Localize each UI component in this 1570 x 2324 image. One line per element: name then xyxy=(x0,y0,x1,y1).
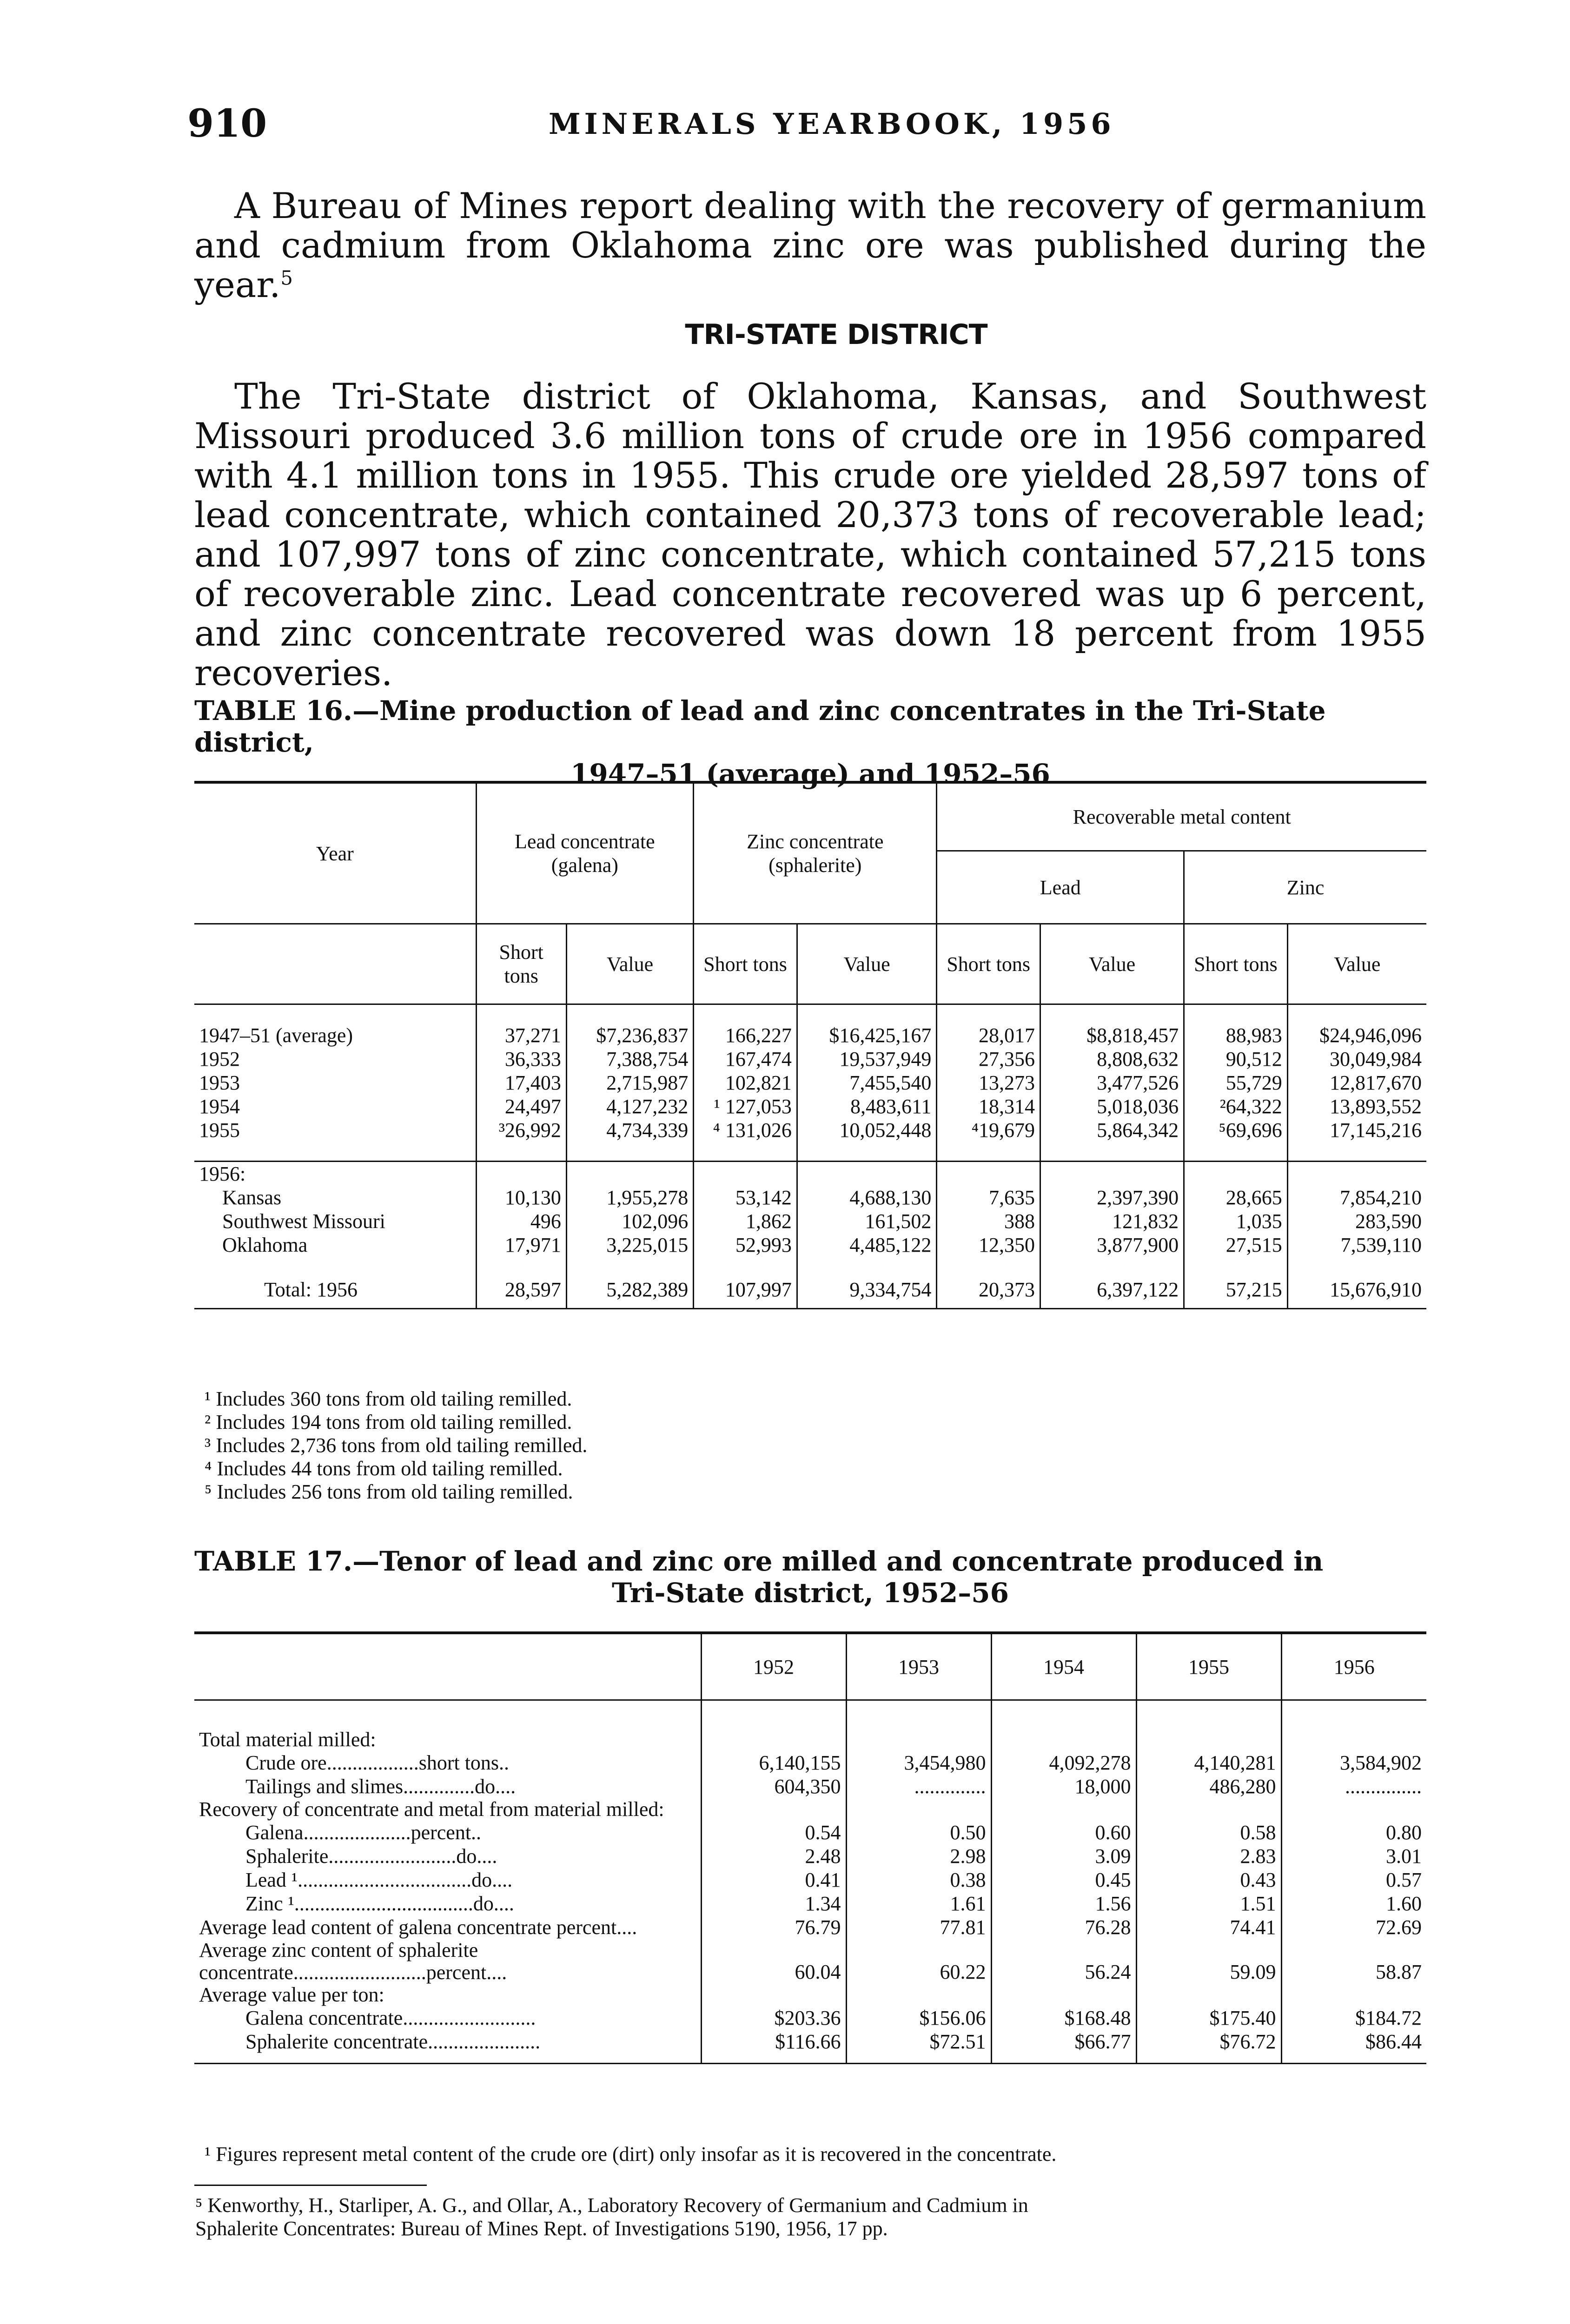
page-number: 910 xyxy=(187,101,267,146)
value-cell: $116.66 xyxy=(701,2030,846,2053)
year-header: 1953 xyxy=(846,1633,991,1700)
value-cell xyxy=(701,1798,846,1821)
rec-lead-tons-cell: ⁴19,679 xyxy=(937,1118,1040,1142)
zinc-value-cell: 9,334,754 xyxy=(797,1271,937,1309)
rec-lead-tons-cell: 388 xyxy=(937,1209,1040,1233)
table-row xyxy=(194,1023,1426,1047)
table17-caption-line1: TABLE 17.—Tenor of lead and zinc ore milled and concentrate produced in xyxy=(194,1545,1324,1577)
row-label: Zinc ¹...................................do.... xyxy=(194,1892,701,1915)
row-label: Sphalerite.........................do.... xyxy=(194,1844,701,1868)
zinc-tons-cell: 1,862 xyxy=(694,1209,797,1233)
table-row xyxy=(194,1984,1426,2006)
table-row xyxy=(194,1751,1426,1775)
lead-tons-cell: 24,497 xyxy=(476,1095,566,1118)
table-row xyxy=(194,1821,1426,1844)
value-cell: 4,092,278 xyxy=(991,1751,1136,1775)
row-label: Total material milled: xyxy=(194,1729,701,1751)
table16-caption xyxy=(194,695,1426,790)
value-cell: 4,140,281 xyxy=(1136,1751,1281,1775)
lead-tons-cell: 496 xyxy=(476,1209,566,1233)
zinc-value-cell: $16,425,167 xyxy=(797,1023,937,1047)
value-cell: 0.50 xyxy=(846,1821,991,1844)
zinc-value-cell: 4,485,122 xyxy=(797,1233,937,1257)
value-cell: 3.09 xyxy=(991,1844,1136,1868)
value-cell xyxy=(991,1798,1136,1821)
lead-conc-header: Lead concentrate (galena) xyxy=(476,782,694,924)
value-cell: 604,350 xyxy=(701,1775,846,1798)
value-cell: $156.06 xyxy=(846,2006,991,2030)
page-footnote xyxy=(195,2194,1427,2240)
value-cell: 60.04 xyxy=(701,1939,846,1984)
lead-value-cell: 7,388,754 xyxy=(566,1047,693,1071)
value-cell: 0.45 xyxy=(991,1868,1136,1892)
recoverable-header: Recoverable metal content xyxy=(937,782,1426,851)
lead-short-tons-header: Short tons xyxy=(476,924,566,1004)
table-row xyxy=(194,1209,1426,1233)
zinc-tons-cell: ⁴ 131,026 xyxy=(694,1118,797,1142)
year-header: Year xyxy=(194,782,476,924)
zinc-value-header: Value xyxy=(797,924,937,1004)
lead-tons-cell: 10,130 xyxy=(476,1186,566,1209)
rec-zinc-value-cell: 13,893,552 xyxy=(1330,1095,1422,1118)
page-footnote-line1: Kenworthy, H., Starliper, A. G., and Ollar, A., Laboratory Recovery of Germanium and Cadmium in xyxy=(207,2194,1028,2217)
value-cell: 3.01 xyxy=(1386,1845,1422,1868)
value-cell xyxy=(991,1729,1136,1751)
year-header: 1955 xyxy=(1136,1633,1281,1700)
value-cell: 58.87 xyxy=(1376,1961,1422,1983)
value-cell: 77.81 xyxy=(846,1915,991,1939)
intro-paragraph xyxy=(194,186,1426,304)
value-cell: 1.61 xyxy=(846,1892,991,1915)
value-cell: 1.34 xyxy=(701,1892,846,1915)
year-1956-label: 1956: xyxy=(194,1162,476,1186)
year-cell: 1952 xyxy=(194,1047,476,1071)
rec-lead-value-cell: 3,477,526 xyxy=(1040,1071,1184,1095)
value-cell xyxy=(1281,1729,1426,1751)
table-row xyxy=(194,1186,1426,1209)
lead-value-header: Value xyxy=(566,924,693,1004)
row-label: Sphalerite concentrate...................... xyxy=(194,2030,701,2053)
value-cell: $203.36 xyxy=(701,2006,846,2030)
rec-lead-tons-cell: 28,017 xyxy=(937,1023,1040,1047)
value-cell: $86.44 xyxy=(1365,2030,1422,2053)
value-cell xyxy=(1281,1798,1426,1821)
zinc-tons-cell: ¹ 127,053 xyxy=(694,1095,797,1118)
value-cell xyxy=(1136,1984,1281,2006)
value-cell: 0.54 xyxy=(701,1821,846,1844)
table16-caption-line1: TABLE 16.—Mine production of lead and zinc concentrates in the Tri-State district, xyxy=(194,695,1326,758)
value-cell: 3,454,980 xyxy=(846,1751,991,1775)
value-cell: 72.69 xyxy=(1376,1916,1422,1939)
rec-zinc-tons-cell: 27,515 xyxy=(1184,1233,1288,1257)
footnote-rule xyxy=(194,2185,427,2186)
rec-lead-value-cell: 6,397,122 xyxy=(1040,1271,1184,1309)
lead-value-cell: $7,236,837 xyxy=(566,1023,693,1047)
year-cell: 1954 xyxy=(194,1095,476,1118)
value-cell: 1.60 xyxy=(1386,1892,1422,1915)
value-cell xyxy=(846,1729,991,1751)
table16-footnote: ⁵ Includes 256 tons from old tailing remilled. xyxy=(205,1480,573,1503)
zinc-value-cell: 161,502 xyxy=(797,1209,937,1233)
table-row xyxy=(194,1868,1426,1892)
table17-body xyxy=(194,1729,1426,2053)
value-cell: $72.51 xyxy=(846,2030,991,2053)
table-row xyxy=(194,1095,1426,1118)
rec-zinc-value-cell: 15,676,910 xyxy=(1330,1278,1422,1301)
rec-lead-tons-cell: 7,635 xyxy=(937,1186,1040,1209)
year-header: 1956 xyxy=(1333,1655,1375,1678)
lead-value-cell: 1,955,278 xyxy=(566,1186,693,1209)
table-row xyxy=(194,1118,1426,1142)
year-header: 1952 xyxy=(701,1633,846,1700)
rec-zinc-value-header: Value xyxy=(1334,952,1381,976)
value-cell: 6,140,155 xyxy=(701,1751,846,1775)
label-header xyxy=(194,1633,701,1700)
table16 xyxy=(194,781,1426,1309)
lead-header: Lead xyxy=(937,851,1184,924)
row-label: Galena concentrate.......................... xyxy=(194,2006,701,2030)
zinc-tons-cell: 102,821 xyxy=(694,1071,797,1095)
value-cell xyxy=(1136,1798,1281,1821)
rec-lead-value-cell: 121,832 xyxy=(1040,1209,1184,1233)
rec-zinc-value-cell: $24,946,096 xyxy=(1319,1024,1422,1047)
value-cell: 1.56 xyxy=(991,1892,1136,1915)
rec-zinc-tons-cell: 1,035 xyxy=(1184,1209,1288,1233)
table17-caption-line2: Tri-State district, 1952–56 xyxy=(612,1577,1009,1609)
table16-footnote: ¹ Includes 360 tons from old tailing remilled. xyxy=(205,1387,572,1410)
value-cell: 0.43 xyxy=(1136,1868,1281,1892)
lead-tons-cell: 36,333 xyxy=(476,1047,566,1071)
value-cell: 2.83 xyxy=(1136,1844,1281,1868)
table17-footnote: ¹ Figures represent metal content of the crude ore (dirt) only insofar as it is recovered in the concentrate. xyxy=(205,2143,1057,2166)
value-cell: 486,280 xyxy=(1136,1775,1281,1798)
zinc-value-cell: 4,688,130 xyxy=(797,1186,937,1209)
rec-lead-tons-cell: 13,273 xyxy=(937,1071,1040,1095)
value-cell: 0.58 xyxy=(1136,1821,1281,1844)
value-cell xyxy=(991,1984,1136,2006)
zinc-short-tons-header: Short tons xyxy=(694,924,797,1004)
table-row xyxy=(194,1775,1426,1798)
rec-lead-value-cell: 8,808,632 xyxy=(1040,1047,1184,1071)
table-row xyxy=(194,1729,1426,1751)
rec-zinc-tons-cell: 88,983 xyxy=(1184,1023,1288,1047)
lead-tons-cell: 17,971 xyxy=(476,1233,566,1257)
row-label: Average zinc content of sphalerite concentrate..........................percent.... xyxy=(194,1939,701,1984)
row-label: Crude ore..................short tons.. xyxy=(194,1751,701,1775)
rec-zinc-tons-cell: 90,512 xyxy=(1184,1047,1288,1071)
rec-zinc-tons-cell: 28,665 xyxy=(1184,1186,1288,1209)
rec-lead-tons-cell: 20,373 xyxy=(937,1271,1040,1309)
rec-lead-value-cell: 2,397,390 xyxy=(1040,1186,1184,1209)
year-header: 1954 xyxy=(991,1633,1136,1700)
row-label: Average lead content of galena concentrate percent.... xyxy=(194,1915,701,1939)
row-label: Galena.....................percent.. xyxy=(194,1821,701,1844)
table-row xyxy=(194,2030,1426,2053)
value-cell: .............. xyxy=(846,1775,991,1798)
lead-value-cell: 102,096 xyxy=(566,1209,693,1233)
running-title: MINERALS YEARBOOK, 1956 xyxy=(549,107,1115,141)
rec-zinc-value-cell: 30,049,984 xyxy=(1330,1048,1422,1070)
zinc-tons-cell: 166,227 xyxy=(694,1023,797,1047)
rec-lead-short-tons-header: Short tons xyxy=(937,924,1040,1004)
lead-tons-cell: 28,597 xyxy=(476,1271,566,1309)
page-footnote-line2: Sphalerite Concentrates: Bureau of Mines Rept. of Investigations 5190, 1956, 17 pp. xyxy=(195,2217,888,2240)
intro-text: A Bureau of Mines report dealing with the recovery of germanium and cadmium from Oklahoma zinc ore was published during the year. xyxy=(194,185,1426,305)
rec-lead-value-cell: 3,877,900 xyxy=(1040,1233,1184,1257)
rec-zinc-tons-cell: ²64,322 xyxy=(1184,1095,1288,1118)
table-row xyxy=(194,1798,1426,1821)
footnote-ref: 5 xyxy=(280,266,293,290)
rec-zinc-value-cell: 12,817,670 xyxy=(1330,1071,1422,1094)
rec-lead-tons-cell: 18,314 xyxy=(937,1095,1040,1118)
value-cell: 2.98 xyxy=(846,1844,991,1868)
rec-zinc-value-cell: 17,145,216 xyxy=(1330,1119,1422,1142)
value-cell: 3,584,902 xyxy=(1340,1751,1422,1774)
zinc-header: Zinc xyxy=(1286,876,1325,899)
total-row xyxy=(194,1271,1426,1309)
rec-lead-tons-cell: 27,356 xyxy=(937,1047,1040,1071)
value-cell xyxy=(701,1729,846,1751)
row-label: Lead ¹..................................do.... xyxy=(194,1868,701,1892)
district-text: The Tri-State district of Oklahoma, Kansas, and Southwest Missouri produced 3.6 million tons of crude ore in 1956 compared with 4.1 million tons in 1955. This crude ore yielded 28,597 tons of lead concentrate, which contained 20,373 tons of recoverable lead; and 107,997 tons of zinc concentrate, which contained 57,215 tons of recoverable zinc. Lead concentrate recovered was up 6 percent, and zinc concentrate recovered was down 18 percent from 1955 recoveries. xyxy=(194,376,1426,693)
value-cell xyxy=(846,1984,991,2006)
rec-lead-tons-cell: 12,350 xyxy=(937,1233,1040,1257)
rec-zinc-value-cell: 7,854,210 xyxy=(1340,1186,1422,1209)
table17-caption xyxy=(194,1545,1426,1609)
year-cell: 1947–51 (average) xyxy=(194,1023,476,1047)
year-cell: 1953 xyxy=(194,1071,476,1095)
value-cell: 60.22 xyxy=(846,1939,991,1984)
value-cell: 0.57 xyxy=(1386,1868,1422,1891)
table-row xyxy=(194,1915,1426,1939)
state-cell: Southwest Missouri xyxy=(194,1209,476,1233)
rec-lead-value-cell: 5,864,342 xyxy=(1040,1118,1184,1142)
value-cell: $66.77 xyxy=(991,2030,1136,2053)
value-cell: 0.38 xyxy=(846,1868,991,1892)
row-label: Tailings and slimes..............do.... xyxy=(194,1775,701,1798)
table16-footnote: ⁴ Includes 44 tons from old tailing remilled. xyxy=(205,1457,563,1480)
zinc-tons-cell: 167,474 xyxy=(694,1047,797,1071)
year-cell: 1955 xyxy=(194,1118,476,1142)
value-cell: 0.60 xyxy=(991,1821,1136,1844)
lead-value-cell: 5,282,389 xyxy=(566,1271,693,1309)
table-row xyxy=(194,1071,1426,1095)
value-cell: $76.72 xyxy=(1136,2030,1281,2053)
zinc-tons-cell: 53,142 xyxy=(694,1186,797,1209)
page-footnote-number: ⁵ xyxy=(195,2194,203,2217)
rec-zinc-tons-cell: ⁵69,696 xyxy=(1184,1118,1288,1142)
value-cell: 0.80 xyxy=(1386,1821,1422,1844)
value-cell: 74.41 xyxy=(1136,1915,1281,1939)
rec-zinc-short-tons-header: Short tons xyxy=(1184,924,1288,1004)
table-row xyxy=(194,2006,1426,2030)
state-cell: Oklahoma xyxy=(194,1233,476,1257)
value-cell xyxy=(1136,1729,1281,1751)
table-row xyxy=(194,1844,1426,1868)
value-cell: 76.28 xyxy=(991,1915,1136,1939)
table-row xyxy=(194,1233,1426,1257)
lead-tons-cell: 37,271 xyxy=(476,1023,566,1047)
lead-value-cell: 2,715,987 xyxy=(566,1071,693,1095)
zinc-value-cell: 10,052,448 xyxy=(797,1118,937,1142)
value-cell: 18,000 xyxy=(991,1775,1136,1798)
value-cell: 59.09 xyxy=(1136,1939,1281,1984)
section-heading: TRI-STATE DISTRICT xyxy=(685,318,987,351)
zinc-value-cell: 8,483,611 xyxy=(797,1095,937,1118)
value-cell: 56.24 xyxy=(991,1939,1136,1984)
value-cell: $175.40 xyxy=(1136,2006,1281,2030)
state-cell: Kansas xyxy=(194,1186,476,1209)
zinc-value-cell: 7,455,540 xyxy=(797,1071,937,1095)
value-cell: ............... xyxy=(1345,1775,1422,1798)
rec-zinc-tons-cell: 57,215 xyxy=(1184,1271,1288,1309)
value-cell xyxy=(701,1984,846,2006)
lead-tons-cell: 17,403 xyxy=(476,1071,566,1095)
table16-footnote: ³ Includes 2,736 tons from old tailing remilled. xyxy=(205,1434,588,1457)
table16-footnotes xyxy=(205,1387,587,1504)
lead-tons-cell: ³26,992 xyxy=(476,1118,566,1142)
value-cell xyxy=(846,1798,991,1821)
table17 xyxy=(194,1631,1426,2064)
lead-value-cell: 4,127,232 xyxy=(566,1095,693,1118)
zinc-conc-header: Zinc concentrate (sphalerite) xyxy=(694,782,937,924)
value-cell: 2.48 xyxy=(701,1844,846,1868)
value-cell: 0.41 xyxy=(701,1868,846,1892)
row-label: Average value per ton: xyxy=(194,1984,701,2006)
row-label: Recovery of concentrate and metal from material milled: xyxy=(194,1798,701,1821)
table16-caption-line2: 1947–51 (average) and 1952–56 xyxy=(570,758,1050,790)
rec-zinc-value-cell: 283,590 xyxy=(1355,1210,1422,1233)
value-cell: $168.48 xyxy=(991,2006,1136,2030)
zinc-tons-cell: 52,993 xyxy=(694,1233,797,1257)
rec-lead-value-cell: 5,018,036 xyxy=(1040,1095,1184,1118)
value-cell xyxy=(1281,1984,1426,2006)
zinc-tons-cell: 107,997 xyxy=(694,1271,797,1309)
total-label: Total: 1956 xyxy=(194,1271,476,1309)
rec-zinc-value-cell: 7,539,110 xyxy=(1340,1234,1422,1256)
table-row xyxy=(194,1892,1426,1915)
table-row xyxy=(194,1939,1426,1984)
year-subheader xyxy=(194,924,476,1004)
zinc-value-cell: 19,537,949 xyxy=(797,1047,937,1071)
district-paragraph xyxy=(194,376,1426,693)
table-row xyxy=(194,1047,1426,1071)
lead-value-cell: 3,225,015 xyxy=(566,1233,693,1257)
lead-value-cell: 4,734,339 xyxy=(566,1118,693,1142)
value-cell: 1.51 xyxy=(1136,1892,1281,1915)
value-cell: $184.72 xyxy=(1355,2007,1422,2029)
rec-lead-value-cell: $8,818,457 xyxy=(1040,1023,1184,1047)
rec-zinc-tons-cell: 55,729 xyxy=(1184,1071,1288,1095)
value-cell: 76.79 xyxy=(701,1915,846,1939)
table16-footnote: ² Includes 194 tons from old tailing remilled. xyxy=(205,1411,572,1433)
rec-lead-value-header: Value xyxy=(1040,924,1184,1004)
